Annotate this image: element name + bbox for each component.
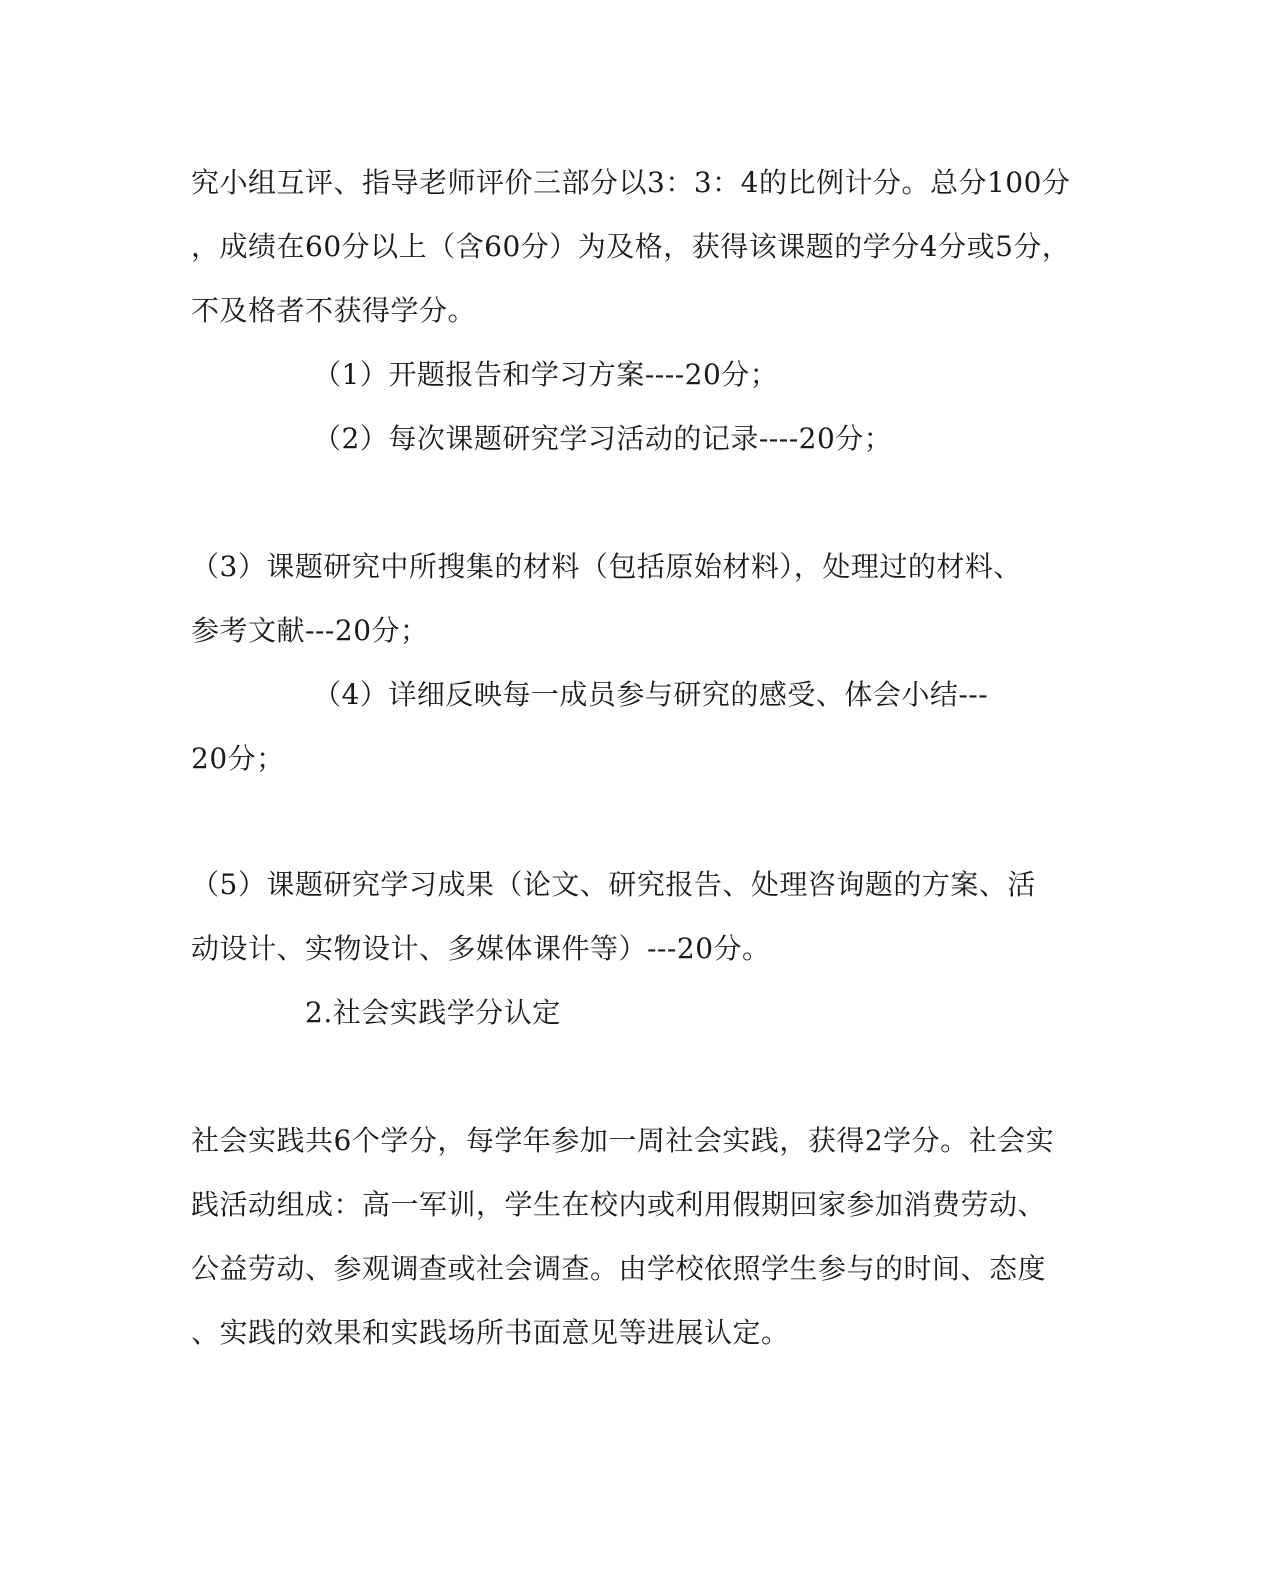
list-item-continuation: 参考文献---20分； [191,614,429,647]
paragraph-line: 、实践的效果和实践场所书面意见等进展认定。 [191,1316,790,1349]
list-item: （3）课题研究中所搜集的材料（包括原始材料），处理过的材料、 [191,550,1022,583]
paragraph-line: 践活动组成：高一军训，学生在校内或利用假期回家参加消费劳动、 [191,1188,1047,1221]
paragraph-line: ，成绩在60分以上（含60分）为及格，获得该课题的学分4分或5分， [191,230,1071,263]
list-item: （2）每次课题研究学习活动的记录----20分； [313,422,893,455]
list-item-continuation: 动设计、实物设计、多媒体课件等）---20分。 [191,932,771,965]
list-item-continuation: 20分； [191,742,285,775]
list-item: （5）课题研究学习成果（论文、研究报告、处理咨询题的方案、活 [191,868,1036,901]
paragraph-line: 公益劳动、参观调查或社会调查。由学校依照学生参与的时间、态度 [191,1252,1047,1285]
list-item: （1）开题报告和学习方案----20分； [313,358,779,391]
paragraph-line: 社会实践共6个学分，每学年参加一周社会实践，获得2学分。社会实 [191,1124,1055,1157]
paragraph-line: 不及格者不获得学分。 [191,294,477,327]
section-heading: 2.社会实践学分认定 [305,996,561,1029]
list-item: （4）详细反映每一成员参与研究的感受、体会小结--- [313,678,989,711]
paragraph-line: 究小组互评、指导老师评价三部分以3：3：4的比例计分。总分100分 [191,166,1071,199]
